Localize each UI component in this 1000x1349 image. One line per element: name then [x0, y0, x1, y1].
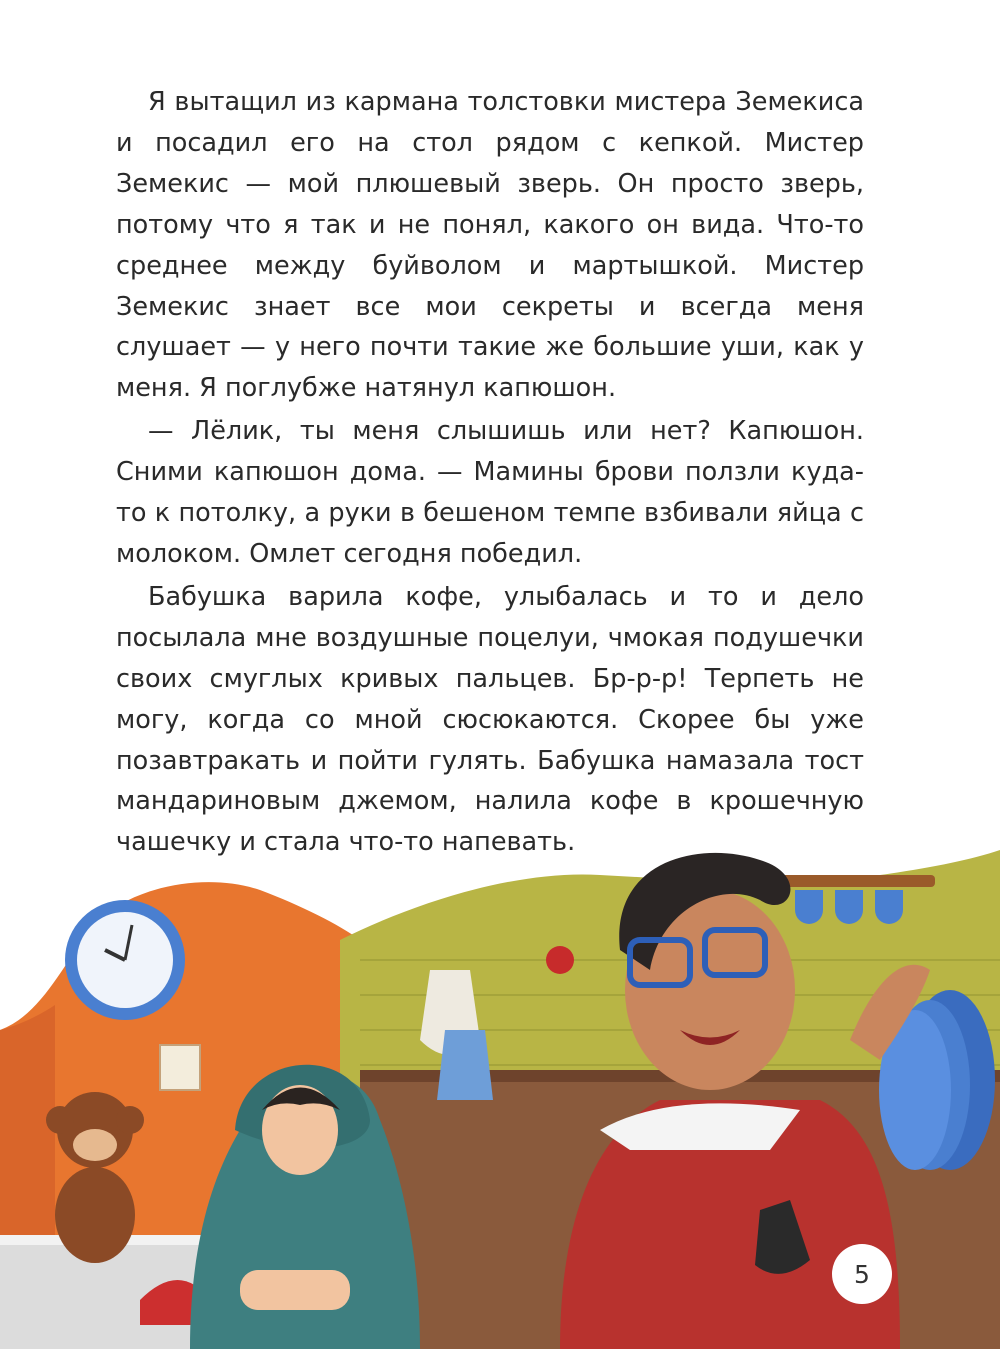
cup-rack — [770, 875, 935, 887]
cups — [795, 890, 903, 924]
paragraph-3: Бабушка варила кофе, улыбалась и то и дело посылала мне воздушные поцелуи, чмокая подушечки своих смуглых кривых пальцев. Бр-р-р! Терпеть не могу, когда со мной сюсюкаются. Скорее бы уже позавтракать и пойти гулять. Бабушка намазала тост мандариновым джемом, налила кофе в крошечную чашечку и стала что-то напевать. — [116, 581, 864, 858]
story-text — [116, 82, 864, 865]
calendar — [160, 1045, 200, 1090]
clock-icon — [65, 900, 185, 1020]
page-number: 5 — [832, 1244, 892, 1304]
paragraph-2: — Лёлик, ты меня слышишь или нет? Капюшон. Сними капюшон дома. — Мамины брови ползли куда-то к потолку, а руки в бешеном темпе взбивали яйца с молоком. Омлет сегодня победил. — [116, 416, 864, 569]
paragraph-1: Я вытащил из кармана толстовки мистера Земекиса и посадил его на стол рядом с кепкой. Мистер Земекис — мой плюшевый зверь. Он просто зверь, потому что я так и не понял, какого он вида. Что-то среднее между буйволом и мартышкой. Мистер Земекис знает все мои секреты и всегда меня слушает — у него почти такие же большие уши, как у меня. Я поглубже натянул капюшон. — [116, 87, 864, 404]
blue-jug — [437, 1030, 493, 1100]
